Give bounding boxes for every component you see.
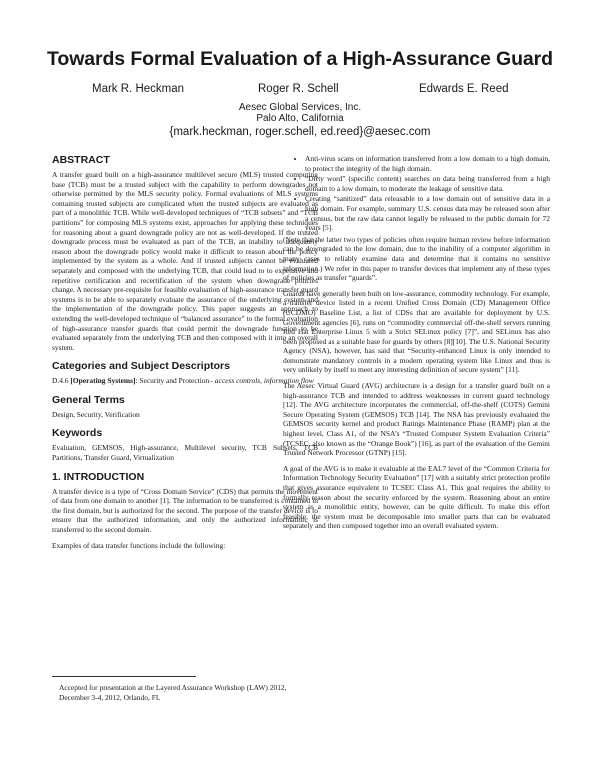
affiliation-org: Aesec Global Services, Inc. [238,102,362,113]
transfer-function-list [283,154,550,233]
abstract-heading: ABSTRACT [52,154,110,166]
intro-heading: 1. INTRODUCTION [52,470,145,483]
list-item: • “Dirty word” (specific content) searches on data being transferred from a high domain to a low domain, to moderate the leakage of sensitive data. [305,174,550,193]
goal-paragraph: A goal of the AVG is to make it evaluable at the EAL7 level of the “Common Criteria for Information Technology Security Evaluation” [17] with a suitably strict protection profile that gives assurance equivalent to TCSEC Class A1. This goal requires the ability to formally reason about the security enforced by the system. Reasoning about an entire system as a monolithic entity, however, can be quite difficult. To make this effort feasible, the system must be decomposable into smaller parts that can be evaluated separately and then composed together into an overall evaluated system. [283,463,550,531]
footnote-rule [52,676,196,677]
list-item: • Anti-virus scans on information transferred from a low domain to a high domain, to protect the integrity of the high domain. [305,154,550,173]
categories-code: D.4.6 [52,376,69,386]
right-column [283,154,550,537]
list-item: • Creating “sanitized” data releasable to a low domain out of sensitive data in a high domain. For example, summary U.S. census data may be released soon after a census, but the raw data cannot legally be released to the public domain for 72 years [5]. [305,194,550,232]
keywords-heading: Keywords [52,427,103,440]
general-terms-heading: General Terms [52,393,125,406]
categories-rest: : Security and Protection– [135,376,213,386]
footnote [52,683,302,702]
keywords-text: Evaluation, GEMSOS, High-assurance, Multilevel security, TCB Subsets, TCB Partitions, Transfer Guard, Virtualization [52,443,318,463]
guards-paragraph: Guards have generally been built on low-assurance, commodity technology. For example, a transfer device listed in a recent Unified Cross Domain (CD) Management Office (UCDMO) Baseline List, a list of CDSs that are available for deployment by U.S. Government agencies [6], runs on “commodity commercial off-the-shelf servers running Red Hat Enterprise Linux 5 with a Strict SELinux policy [7]”, and SELinux has also been proposed as a suitable base for guards by others [8][10]. The U.S. National Security Agency (NSA), however, has said that “Security-enhanced Linux is only intended to demonstrate mandatory controls in a modern operating system like Linux and thus is very unlikely by itself to meet any interesting definition of secure system” [11]. [283,288,550,375]
author-1: Mark R. Heckman [92,83,185,95]
categories-text [52,376,318,386]
author-emails: {mark.heckman, roger.schell, ed.reed}@aesec.com [169,126,431,138]
paper-title: Towards Formal Evaluation of a High-Assurance Guard [47,48,553,70]
categories-heading: Categories and Subject Descriptors [52,360,230,373]
note-paragraph: (Note that the latter two types of policies often require human review before information can be downgraded to the low domain, due to the inability of a computer algorithm in many cases to reliably examine data and determine that it contains no sensitive information.) We refer in this paper to transfer devices that implement any of these types of policies as transfer “guards”. [283,234,550,283]
intro-paragraph-1: A transfer device is a type of “Cross Domain Service” (CDS) that permits the movement of data from one domain to another [1]. The information to be transferred is contained in the first domain, but is authorized for the second. The purpose of the transfer device is to ensure that the authorized information, and only the authorized information, is transferred to the second domain. [52,486,318,535]
abstract-text: A transfer guard built on a high-assurance multilevel secure (MLS) trusted computing base (TCB) must be a trusted subject with the capability to perform downgrades not otherwise permitted by the MLS security policy. Formal evaluations of MLS systems containing trusted subjects are complicated when the trusted subjects are evaluated as part of a monolithic TCB. While well-developed techniques of “TCB subsets” and “TCB partitions” for composing MLS systems exist, approaches for applying these techniques for reasoning about a guard downgrade policy are not as well-developed. If the trusted downgrade process must be evaluated as part of the TCB, an inability to adequately reason about the downgrade policy would make it difficult to reason about the policy implemented by the system as a whole. And if trusted subjects cannot be evaluated separately and composed with the underlying TCB, that could lead to to expensive and repetitive certification and recertification of the system when downgrade policies change. A necessary pre-requisite for feasible evaluation of high-assurance transfer guard systems is to be able to separately evaluate the assurance of the underlying system and the implementation of the downgrade policy. This paper suggests an approach to extending the well-developed technique of “balanced assurance” to the formal evaluation of high-assurance transfer guards that could permit the downgrade function to be evaluated separately from the underlying TCB and then composed with it into an overall system. [52,170,318,352]
categories-italic: access controls, information flow [214,376,314,386]
author-2: Roger R. Schell [258,83,339,95]
author-3: Edwards E. Reed [419,83,509,95]
avg-paragraph: The Aesec Virtual Guard (AVG) architecture is a design for a transfer guard built on a high-assurance TCB and intended to address weaknesses in current guard technology [12]. The AVG architecture incorporates the commercial, off-the-shelf (COTS) Gemini Secure Operating System (GEMSOS) TCB [14]. The NSA has previously evaluated the GEMSOS security kernel and product Ratings Maintenance Phase (RAMP) plan at the highest level, Class A1, of the NSA’s “Trusted Computer System Evaluation Criteria” (TCSEC, also known as the “Orange Book”) [16], as part of the evaluation of the Gemini Trusted Network Processor (GTNP) [15]. [283,381,550,458]
affiliation-location: Palo Alto, California [256,113,344,124]
general-terms-text: Design, Security, Verification [52,409,140,419]
left-column [52,154,318,556]
categories-bold: [Operating Systems] [70,376,136,386]
intro-paragraph-2: Examples of data transfer functions include the following: [52,540,226,550]
footnote-text: Accepted for presentation at the Layered Assurance Workshop (LAW) 2012, December 3-4, 2012, Orlando, FL [59,683,287,702]
